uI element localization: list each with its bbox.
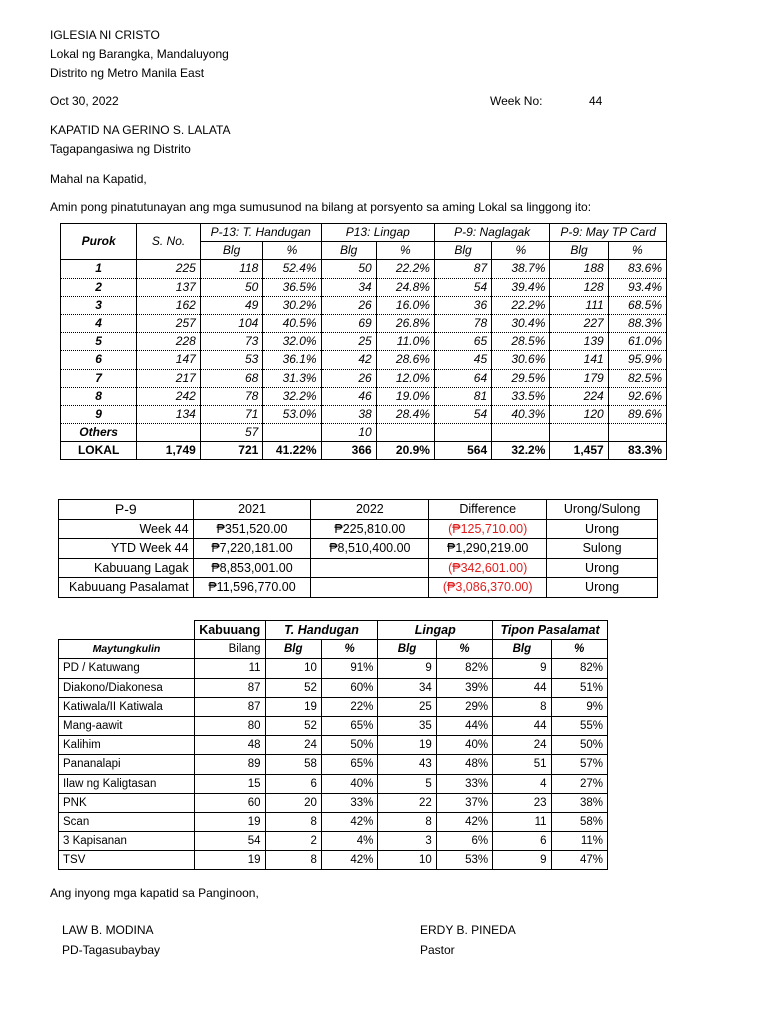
purok-cell: 52.4% [263,260,321,278]
purok-cell: 53.0% [263,405,321,423]
purok-cell: 217 [137,369,201,387]
role-cell: 54 [194,832,265,851]
role-cell: 80 [194,716,265,735]
purok-row [61,278,667,296]
p9-header-row [59,500,658,520]
role-cell: 6% [436,832,492,851]
total-cell: 20.9% [376,442,434,460]
addressee-title: Tagapangasiwa ng Distrito [50,142,191,156]
purok-cell: 65 [434,333,491,351]
group-naglagak: P-9: Naglagak [434,224,549,242]
maytungkulin-row [59,678,608,697]
maytungkulin-row [59,812,608,831]
role-cell: 37% [436,793,492,812]
purok-cell: 95.9% [608,351,666,369]
purok-row [61,369,667,387]
intro-text: Amin pong pinatutunayan ang mga sumusunod na bilang at porsyento sa aming Lokal sa linggong ito: [50,200,592,214]
purok-cell: 137 [137,278,201,296]
sub-pct: % [608,242,666,260]
maytungkulin-row [59,736,608,755]
role-cell: 44% [436,716,492,735]
role-name: TSV [59,851,195,870]
maytungkulin-table [58,620,608,870]
role-cell: 50% [321,736,377,755]
h-blg: Blg [265,640,321,659]
purok-cell: 49 [200,296,263,314]
role-name: Kalihim [59,736,195,755]
purok-cell: 36.1% [263,351,321,369]
role-name: Diakono/Diakonesa [59,678,195,697]
purok-cell: 71 [200,405,263,423]
role-name: Katiwala/II Katiwala [59,697,195,716]
purok-cell: 120 [550,405,608,423]
purok-cell: 33.5% [492,387,550,405]
purok-name: 5 [61,333,137,351]
p9-y2021: ₱7,220,181.00 [193,539,311,559]
purok-cell: 54 [434,278,491,296]
purok-cell: 24.8% [376,278,434,296]
purok-name: Others [61,424,137,442]
p9-row [59,539,658,559]
h-pct: % [436,640,492,659]
purok-cell [608,424,666,442]
purok-cell: 69 [321,314,376,332]
attendance-table [60,223,667,460]
role-cell: 23 [493,793,551,812]
p9-row [59,519,658,539]
purok-cell: 38 [321,405,376,423]
role-cell: 51% [551,678,607,697]
purok-cell: 19.0% [376,387,434,405]
p9-y2022: ₱8,510,400.00 [311,539,429,559]
purok-cell: 38.7% [492,260,550,278]
role-cell: 40% [321,774,377,793]
role-cell: 42% [436,812,492,831]
role-cell: 19 [265,697,321,716]
purok-name: 7 [61,369,137,387]
purok-cell: 89.6% [608,405,666,423]
report-date: Oct 30, 2022 [50,94,119,108]
role-cell: 22 [378,793,436,812]
group-handugan: P-13: T. Handugan [200,224,321,242]
role-cell: 42% [321,851,377,870]
purok-cell: 30.6% [492,351,550,369]
maytungkulin-row [59,659,608,678]
purok-cell: 36.5% [263,278,321,296]
p9-table [58,499,658,598]
purok-cell: 10 [321,424,376,442]
purok-cell: 39.4% [492,278,550,296]
purok-cell: 83.6% [608,260,666,278]
purok-cell [550,424,608,442]
role-cell: 60 [194,793,265,812]
purok-cell: 147 [137,351,201,369]
purok-cell: 68.5% [608,296,666,314]
role-cell: 15 [194,774,265,793]
role-cell: 44 [493,678,551,697]
p9-header: 2022 [311,500,429,520]
purok-cell: 32.2% [263,387,321,405]
purok-cell: 30.4% [492,314,550,332]
p9-status: Urong [547,519,658,539]
p9-diff: (₱3,086,370.00) [429,578,547,598]
role-cell: 8 [493,697,551,716]
p9-y2022: ₱225,810.00 [311,519,429,539]
role-cell: 82% [436,659,492,678]
sub-blg: Blg [550,242,608,260]
purok-row [61,387,667,405]
h-handugan: T. Handugan [265,621,378,640]
p9-diff: (₱342,601.00) [429,558,547,578]
purok-row [61,260,667,278]
purok-cell: 78 [434,314,491,332]
role-cell: 53% [436,851,492,870]
role-cell: 8 [378,812,436,831]
purok-cell: 11.0% [376,333,434,351]
p9-label: Kabuuang Pasalamat [59,578,194,598]
purok-cell: 22.2% [376,260,434,278]
p9-label: Week 44 [59,519,194,539]
purok-row [61,351,667,369]
role-cell: 3 [378,832,436,851]
role-cell: 24 [265,736,321,755]
role-name: 3 Kapisanan [59,832,195,851]
role-cell: 57% [551,755,607,774]
purok-cell: 31.3% [263,369,321,387]
purok-name: 4 [61,314,137,332]
role-cell: 9 [378,659,436,678]
purok-row [61,424,667,442]
role-cell: 11 [493,812,551,831]
purok-name: 1 [61,260,137,278]
role-cell: 24 [493,736,551,755]
purok-cell: 54 [434,405,491,423]
signatory-1-name: LAW B. MODINA [62,923,154,937]
purok-cell: 73 [200,333,263,351]
purok-cell: 12.0% [376,369,434,387]
p9-header: Difference [429,500,547,520]
role-cell: 9 [493,659,551,678]
role-cell: 38% [551,793,607,812]
closing-line: Ang inyong mga kapatid sa Panginoon, [50,886,259,900]
purok-cell: 88.3% [608,314,666,332]
purok-cell: 139 [550,333,608,351]
role-cell: 2 [265,832,321,851]
purok-cell: 36 [434,296,491,314]
role-cell: 9 [493,851,551,870]
purok-cell: 64 [434,369,491,387]
purok-cell: 87 [434,260,491,278]
role-cell: 25 [378,697,436,716]
purok-cell: 28.6% [376,351,434,369]
role-cell: 11% [551,832,607,851]
maytungkulin-row [59,697,608,716]
purok-cell [492,424,550,442]
role-name: PNK [59,793,195,812]
role-cell: 6 [265,774,321,793]
total-label: LOKAL [61,442,137,460]
role-cell: 29% [436,697,492,716]
role-cell: 6 [493,832,551,851]
role-cell: 9% [551,697,607,716]
role-cell: 35 [378,716,436,735]
role-cell: 8 [265,851,321,870]
total-cell: 32.2% [492,442,550,460]
p9-header: 2021 [193,500,311,520]
purok-cell: 224 [550,387,608,405]
purok-cell: 53 [200,351,263,369]
maytungkulin-row [59,832,608,851]
p9-diff: (₱125,710.00) [429,519,547,539]
role-cell: 48% [436,755,492,774]
purok-cell: 26.8% [376,314,434,332]
role-cell: 20 [265,793,321,812]
sub-blg: Blg [321,242,376,260]
role-cell: 11 [194,659,265,678]
purok-cell: 81 [434,387,491,405]
sub-pct: % [492,242,550,260]
purok-cell: 78 [200,387,263,405]
week-label: Week No: [490,94,543,108]
role-cell: 87 [194,697,265,716]
maytungkulin-row [59,716,608,735]
total-cell: 564 [434,442,491,460]
purok-cell: 45 [434,351,491,369]
purok-cell: 25 [321,333,376,351]
purok-name: 3 [61,296,137,314]
total-cell: 1,457 [550,442,608,460]
purok-cell: 134 [137,405,201,423]
purok-cell: 50 [200,278,263,296]
role-cell: 4% [321,832,377,851]
p9-status: Sulong [547,539,658,559]
role-cell: 40% [436,736,492,755]
role-cell: 48 [194,736,265,755]
purok-cell: 257 [137,314,201,332]
purok-cell: 188 [550,260,608,278]
role-name: Pananalapi [59,755,195,774]
purok-cell: 42 [321,351,376,369]
h-tipon-pasalamat: Tipon Pasalamat [493,621,608,640]
role-cell: 65% [321,755,377,774]
role-cell: 39% [436,678,492,697]
purok-cell: 34 [321,278,376,296]
p9-diff: ₱1,290,219.00 [429,539,547,559]
role-cell: 43 [378,755,436,774]
sub-pct: % [263,242,321,260]
corner-cell [59,621,195,640]
p9-y2022 [311,558,429,578]
role-cell: 52 [265,678,321,697]
role-cell: 52 [265,716,321,735]
purok-cell: 128 [550,278,608,296]
sub-pct: % [376,242,434,260]
purok-cell: 227 [550,314,608,332]
purok-cell: 111 [550,296,608,314]
role-cell: 42% [321,812,377,831]
purok-name: 6 [61,351,137,369]
role-cell: 33% [321,793,377,812]
purok-row [61,314,667,332]
district-name: Distrito ng Metro Manila East [50,66,205,80]
purok-cell: 68 [200,369,263,387]
role-cell: 44 [493,716,551,735]
maytungkulin-row [59,793,608,812]
purok-cell: 162 [137,296,201,314]
week-number: 44 [589,94,603,108]
p9-status: Urong [547,578,658,598]
role-cell: 4 [493,774,551,793]
purok-cell: 93.4% [608,278,666,296]
addressee-name: KAPATID NA GERINO S. LALATA [50,123,231,137]
purok-cell: 242 [137,387,201,405]
purok-cell: 118 [200,260,263,278]
purok-cell: 22.2% [492,296,550,314]
signatory-2-name: ERDY B. PINEDA [420,923,516,937]
role-cell: 19 [378,736,436,755]
maytungkulin-row [59,755,608,774]
h-maytungkulin: Maytungkulin [59,640,195,659]
col-purok: Purok [61,224,137,260]
h-lingap: Lingap [378,621,493,640]
p9-y2021: ₱8,853,001.00 [193,558,311,578]
role-cell: 5 [378,774,436,793]
church-name: IGLESIA NI CRISTO [50,28,160,42]
purok-cell: 61.0% [608,333,666,351]
p9-status: Urong [547,558,658,578]
purok-cell [137,424,201,442]
role-cell: 82% [551,659,607,678]
role-cell: 87 [194,678,265,697]
role-cell: 8 [265,812,321,831]
role-cell: 27% [551,774,607,793]
purok-cell: 40.5% [263,314,321,332]
purok-cell: 92.6% [608,387,666,405]
purok-cell: 26 [321,296,376,314]
h-pct: % [551,640,607,659]
maytungkulin-row [59,774,608,793]
lokal-total-row [61,442,667,460]
h-kabuuang: Kabuuang [194,621,265,640]
purok-cell: 179 [550,369,608,387]
purok-name: 9 [61,405,137,423]
purok-cell: 82.5% [608,369,666,387]
total-cell: 41.22% [263,442,321,460]
role-cell: 60% [321,678,377,697]
salutation: Mahal na Kapatid, [50,172,147,186]
role-cell: 19 [194,851,265,870]
purok-cell: 57 [200,424,263,442]
role-cell: 10 [265,659,321,678]
purok-cell: 28.4% [376,405,434,423]
role-name: Mang-aawit [59,716,195,735]
p9-label: YTD Week 44 [59,539,194,559]
role-cell: 47% [551,851,607,870]
role-cell: 34 [378,678,436,697]
role-name: Scan [59,812,195,831]
purok-cell: 40.3% [492,405,550,423]
p9-row [59,578,658,598]
purok-cell: 32.0% [263,333,321,351]
purok-row [61,333,667,351]
purok-cell: 26 [321,369,376,387]
role-cell: 50% [551,736,607,755]
p9-header: P-9 [59,500,194,520]
purok-cell [434,424,491,442]
role-name: PD / Katuwang [59,659,195,678]
purok-cell: 141 [550,351,608,369]
role-cell: 10 [378,851,436,870]
h-bilang: Bilang [194,640,265,659]
purok-cell: 28.5% [492,333,550,351]
purok-cell: 29.5% [492,369,550,387]
purok-cell [263,424,321,442]
h-blg: Blg [493,640,551,659]
p9-header: Urong/Sulong [547,500,658,520]
role-cell: 65% [321,716,377,735]
col-sno: S. No. [137,224,201,260]
purok-cell [376,424,434,442]
group-tp-card: P-9: May TP Card [550,224,667,242]
purok-cell: 104 [200,314,263,332]
role-name: Ilaw ng Kaligtasan [59,774,195,793]
purok-name: 2 [61,278,137,296]
maytungkulin-row [59,851,608,870]
role-cell: 51 [493,755,551,774]
purok-cell: 30.2% [263,296,321,314]
role-cell: 58% [551,812,607,831]
sub-blg: Blg [434,242,491,260]
role-cell: 89 [194,755,265,774]
p9-y2021: ₱11,596,770.00 [193,578,311,598]
group-lingap: P13: Lingap [321,224,434,242]
p9-row [59,558,658,578]
signatory-2-title: Pastor [420,943,455,957]
total-cell: 366 [321,442,376,460]
role-cell: 33% [436,774,492,793]
purok-cell: 46 [321,387,376,405]
role-cell: 19 [194,812,265,831]
total-cell: 83.3% [608,442,666,460]
role-cell: 55% [551,716,607,735]
purok-row [61,296,667,314]
purok-cell: 225 [137,260,201,278]
role-cell: 91% [321,659,377,678]
h-blg: Blg [378,640,436,659]
purok-cell: 16.0% [376,296,434,314]
locale-name: Lokal ng Barangka, Mandaluyong [50,47,229,61]
total-cell: 1,749 [137,442,201,460]
sub-blg: Blg [200,242,263,260]
purok-name: 8 [61,387,137,405]
p9-y2021: ₱351,520.00 [193,519,311,539]
purok-row [61,405,667,423]
p9-y2022 [311,578,429,598]
signatory-1-title: PD-Tagasubaybay [62,943,161,957]
purok-cell: 228 [137,333,201,351]
role-cell: 58 [265,755,321,774]
purok-cell: 50 [321,260,376,278]
p9-label: Kabuuang Lagak [59,558,194,578]
h-pct: % [321,640,377,659]
total-cell: 721 [200,442,263,460]
role-cell: 22% [321,697,377,716]
